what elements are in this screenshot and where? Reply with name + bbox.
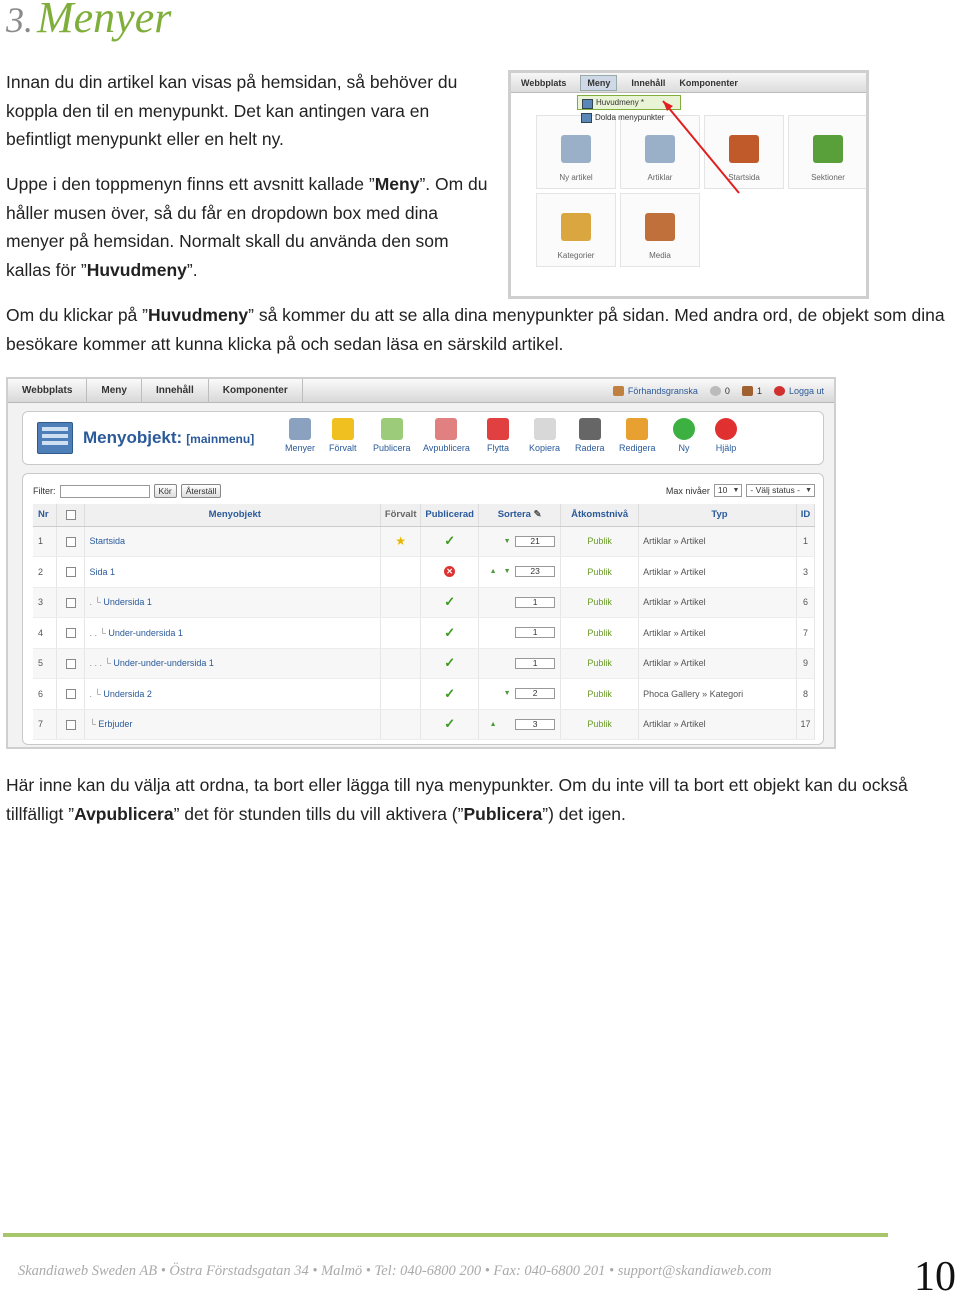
row-order-cell: [479, 679, 561, 710]
table-row[interactable]: [33, 557, 815, 588]
unpublished-x-icon[interactable]: ✕: [444, 566, 455, 577]
row-default-cell[interactable]: [381, 709, 421, 740]
row-default-cell[interactable]: [381, 618, 421, 649]
shot1-menu-meny[interactable]: Meny: [580, 75, 617, 91]
col-nr[interactable]: Nr: [33, 504, 57, 526]
row-name-link[interactable]: Undersida 2: [103, 688, 152, 699]
col-published[interactable]: Publicerad: [421, 504, 479, 526]
toolbar-button-3[interactable]: [423, 418, 470, 453]
row-published-cell[interactable]: [421, 648, 479, 679]
row-indent: . . . └: [89, 658, 111, 669]
toolbar-button-4[interactable]: [487, 418, 509, 453]
toolbar-button-label: Radera: [575, 443, 605, 453]
row-checkbox[interactable]: [66, 598, 76, 608]
row-published-cell[interactable]: [421, 587, 479, 618]
row-order-cell: [479, 648, 561, 679]
row-access-link[interactable]: Publik: [561, 709, 639, 740]
dropdown-item-huvudmeny[interactable]: Huvudmeny *: [577, 95, 681, 110]
order-input[interactable]: 21: [515, 536, 555, 547]
toolbar-button-8[interactable]: [673, 418, 695, 453]
shot2-toolbar: [22, 411, 824, 465]
row-name-link[interactable]: Erbjuder: [98, 719, 133, 730]
row-id: 8: [796, 679, 814, 710]
shot1-tile-icon: [813, 135, 843, 163]
row-id: 9: [796, 648, 814, 679]
shot2-menu-komponenter[interactable]: Komponenter: [209, 379, 303, 403]
row-id: 3: [796, 557, 814, 588]
row-checkbox[interactable]: [66, 628, 76, 638]
row-type: Phoca Gallery » Kategori: [639, 679, 797, 710]
shot1-tile-label: Media: [649, 251, 671, 260]
published-check-icon[interactable]: ✓: [444, 533, 456, 549]
toolbar-button-label: Hjälp: [715, 443, 737, 453]
row-name-link[interactable]: Undersida 1: [103, 597, 152, 608]
col-access[interactable]: Åtkomstnivå: [561, 504, 639, 526]
shot2-menu-webbplats[interactable]: Webbplats: [8, 379, 87, 403]
default-star-icon[interactable]: ★: [395, 534, 407, 549]
published-check-icon[interactable]: ✓: [444, 594, 456, 610]
unpublish-icon: [435, 418, 457, 440]
row-name-link[interactable]: Startsida: [89, 536, 125, 547]
filter-label: Filter:: [33, 486, 56, 496]
toolbar-button-2[interactable]: [373, 418, 411, 453]
shot2-menu-meny[interactable]: Meny: [87, 379, 142, 403]
row-number: 6: [33, 679, 57, 710]
row-type: Artiklar » Artikel: [639, 557, 797, 588]
table-header-row: [33, 504, 815, 526]
row-id: 6: [796, 587, 814, 618]
row-access-link[interactable]: Publik: [561, 679, 639, 710]
order-input[interactable]: 1: [515, 597, 555, 608]
row-name-cell: [85, 618, 381, 649]
row-published-cell[interactable]: [421, 709, 479, 740]
logout-link[interactable]: Logga ut: [774, 386, 824, 397]
shot2-menubar: [8, 379, 834, 403]
menu-items-list: [22, 473, 824, 745]
filter-right: [666, 484, 815, 497]
order-down-icon[interactable]: ▼: [503, 537, 511, 545]
preview-link[interactable]: Förhandsgranska: [613, 386, 698, 397]
published-check-icon[interactable]: ✓: [444, 716, 456, 732]
shot1-tile-4[interactable]: [536, 193, 616, 267]
row-id: 1: [796, 526, 814, 557]
users-count[interactable]: 1: [742, 386, 762, 397]
col-order[interactable]: Sortera ✎: [479, 504, 561, 526]
save-order-icon[interactable]: ✎: [533, 509, 542, 521]
row-name-cell: [85, 648, 381, 679]
menu-items-table: [33, 504, 815, 740]
row-checkbox[interactable]: [66, 689, 76, 699]
toolbar-button-label: Avpublicera: [423, 443, 470, 453]
row-indent: └: [89, 719, 96, 730]
row-order-cell: [479, 526, 561, 557]
col-default: Förvalt: [381, 504, 421, 526]
toolbar-button-0[interactable]: [285, 418, 315, 453]
row-checkbox-cell[interactable]: [57, 526, 85, 557]
shot1-menubar: [511, 73, 866, 93]
row-number: 7: [33, 709, 57, 740]
toolbar-button-1[interactable]: [329, 418, 357, 453]
star-icon: [332, 418, 354, 440]
row-name-link[interactable]: Under-under-undersida 1: [113, 658, 214, 669]
footer-rule: [3, 1233, 888, 1237]
status-select[interactable]: - Välj status - ▼: [746, 484, 815, 497]
row-published-cell[interactable]: [421, 618, 479, 649]
row-number: 5: [33, 648, 57, 679]
table-row[interactable]: [33, 648, 815, 679]
row-checkbox[interactable]: [66, 567, 76, 577]
row-number: 2: [33, 557, 57, 588]
menu-dropdown-screenshot: [508, 70, 869, 299]
heading-title: Menyer: [37, 0, 172, 42]
shot1-tile-icon: [561, 135, 591, 163]
manage-paragraph: Här inne kan du välja att ordna, ta bort eller lägga till nya menypunkter. Om du inte vill ta bort ett objekt kan du också tillfälligt ”Avpublicera” det för stunden tills du vill aktivera (”Publicera”) det igen.: [6, 775, 908, 824]
toolbar-button-label: Ny: [678, 443, 690, 453]
preview-icon: [613, 386, 624, 396]
col-type[interactable]: Typ: [639, 504, 797, 526]
footer-text: Skandiaweb Sweden AB • Östra Förstadsgatan 34 • Malmö • Tel: 040-6800 200 • Fax: 040-6800 201 • support@skandiaweb.com: [18, 1263, 772, 1279]
row-access-link[interactable]: Publik: [561, 618, 639, 649]
order-input[interactable]: 1: [515, 627, 555, 638]
shot1-tile-0[interactable]: [536, 115, 616, 189]
published-check-icon[interactable]: ✓: [444, 685, 456, 701]
row-number: 4: [33, 618, 57, 649]
toolbar-button-label: Förvalt: [329, 443, 357, 453]
toolbar-button-label: Redigera: [619, 443, 656, 453]
row-checkbox[interactable]: [66, 720, 76, 730]
row-type: Artiklar » Artikel: [639, 587, 797, 618]
dropdown-item-dolda-menypunkter[interactable]: Dolda menypunkter: [577, 110, 681, 125]
toolbar-button-label: Publicera: [373, 443, 411, 453]
order-input[interactable]: 3: [515, 719, 555, 730]
max-levels-label: Max nivåer: [665, 485, 710, 496]
row-access-link[interactable]: Publik: [561, 557, 639, 588]
table-row[interactable]: [33, 526, 815, 557]
shot1-tile-icon: [561, 213, 591, 241]
col-checkbox[interactable]: [57, 504, 85, 526]
move-icon: [487, 418, 509, 440]
table-row[interactable]: [33, 679, 815, 710]
shot2-topbar-right: [613, 379, 824, 403]
page-number: 10: [914, 1254, 956, 1296]
toolbar-button-9[interactable]: [715, 418, 737, 453]
row-name-cell: [85, 587, 381, 618]
menus-icon: [289, 418, 311, 440]
shot1-tile-icon: [645, 213, 675, 241]
row-default-cell[interactable]: [381, 557, 421, 588]
col-id[interactable]: ID: [796, 504, 814, 526]
intro-paragraph: Innan du din artikel kan visas på hemsidan, så behöver du koppla den til en menypunkt. Det kan antingen vara en befintligt menypunkt eller en helt ny.: [6, 72, 458, 149]
row-checkbox[interactable]: [66, 537, 76, 547]
col-name[interactable]: Menyobjekt: [85, 504, 381, 526]
row-type: Artiklar » Artikel: [639, 526, 797, 557]
messages-icon: [710, 386, 721, 396]
order-up-icon[interactable]: ▲: [489, 568, 497, 576]
new-icon: [673, 418, 695, 440]
row-checkbox-cell[interactable]: [57, 679, 85, 710]
row-published-cell[interactable]: [421, 557, 479, 588]
toolbar-button-label: Kopiera: [529, 443, 561, 453]
row-type: Artiklar » Artikel: [639, 709, 797, 740]
row-order-cell: [479, 709, 561, 740]
row-checkbox-cell[interactable]: [57, 557, 85, 588]
row-indent: . . └: [89, 627, 106, 638]
row-checkbox-cell[interactable]: [57, 587, 85, 618]
select-all-checkbox[interactable]: [66, 510, 76, 520]
logout-icon: [774, 386, 785, 396]
huvudmeny-paragraph: Om du klickar på ”Huvudmeny” så kommer du att se alla dina menypunkter på sidan. Med andra ord, de objekt som dina besökare kommer att kunna klicka på och sedan läsa en särskild artikel.: [6, 305, 945, 354]
row-order-cell: [479, 618, 561, 649]
row-checkbox-cell[interactable]: [57, 648, 85, 679]
row-type: Artiklar » Artikel: [639, 648, 797, 679]
row-id: 7: [796, 618, 814, 649]
shot1-tile-label: Sektioner: [811, 173, 845, 182]
toolbar-button-label: Menyer: [285, 443, 316, 453]
published-check-icon[interactable]: ✓: [444, 624, 456, 640]
row-name-link[interactable]: Under-undersida 1: [108, 627, 183, 638]
shot1-tile-5[interactable]: [620, 193, 700, 267]
order-up-icon[interactable]: ▲: [489, 720, 497, 728]
toolbar-button-label: Flytta: [487, 443, 510, 453]
toolbar-button-6[interactable]: [575, 418, 605, 453]
publish-icon: [381, 418, 403, 440]
row-name-link[interactable]: Sida 1: [89, 566, 115, 577]
row-checkbox-cell[interactable]: [57, 618, 85, 649]
row-name-cell: [85, 526, 381, 557]
row-name-cell: [85, 709, 381, 740]
messages-count[interactable]: 0: [710, 386, 730, 397]
row-default-cell[interactable]: [381, 648, 421, 679]
row-published-cell[interactable]: [421, 526, 479, 557]
row-published-cell[interactable]: [421, 679, 479, 710]
order-down-icon[interactable]: ▼: [503, 568, 511, 576]
filter-go-button[interactable]: Kör: [154, 484, 177, 498]
row-default-cell[interactable]: [381, 587, 421, 618]
table-row[interactable]: [33, 587, 815, 618]
edit-icon: [626, 418, 648, 440]
menu-items-screenshot: [6, 377, 836, 749]
published-check-icon[interactable]: ✓: [444, 655, 456, 671]
shot1-menu-innehall[interactable]: Innehåll: [631, 77, 666, 88]
row-access-link[interactable]: Publik: [561, 587, 639, 618]
row-indent: . └: [89, 597, 101, 608]
filter-bar: [33, 484, 221, 498]
row-checkbox-cell[interactable]: [57, 709, 85, 740]
page-heading: [6, 0, 171, 43]
row-checkbox[interactable]: [66, 659, 76, 669]
shot2-menu-innehall[interactable]: Innehåll: [142, 379, 209, 403]
order-input[interactable]: 23: [515, 566, 555, 577]
table-row[interactable]: [33, 709, 815, 740]
row-access-link[interactable]: Publik: [561, 526, 639, 557]
toolbar-button-5[interactable]: [529, 418, 560, 453]
menu-paragraph: Uppe i den toppmenyn finns ett avsnitt kallade ”Meny”. Om du håller musen över, så du får en dropdown box med dina menyer på hemsidan. Normalt skall du använda den som kallas för ”Huvudmeny”.: [6, 174, 488, 280]
copy-icon: [534, 418, 556, 440]
toolbar-button-7[interactable]: [619, 418, 656, 453]
row-id: 17: [796, 709, 814, 740]
row-number: 1: [33, 526, 57, 557]
shot1-tile-label: Kategorier: [557, 251, 595, 260]
shot2-page-title: Menyobjekt: [mainmenu]: [83, 428, 255, 447]
row-name-cell: [85, 557, 381, 588]
row-access-link[interactable]: Publik: [561, 648, 639, 679]
users-icon: [742, 386, 753, 396]
heading-number: 3.: [6, 0, 33, 40]
filter-reset-button[interactable]: Återställ: [181, 484, 222, 498]
row-default-cell[interactable]: [381, 679, 421, 710]
shot1-tile-label: Startsida: [728, 173, 760, 182]
filter-input[interactable]: [60, 485, 150, 498]
order-down-icon[interactable]: ▼: [503, 690, 511, 698]
row-type: Artiklar » Artikel: [639, 618, 797, 649]
menu-manager-icon: [37, 422, 73, 454]
max-levels-select[interactable]: 10 ▼: [714, 484, 742, 497]
row-number: 3: [33, 587, 57, 618]
table-row[interactable]: [33, 618, 815, 649]
shot1-tile-3[interactable]: [788, 115, 868, 189]
row-order-cell: [479, 557, 561, 588]
row-name-cell: [85, 679, 381, 710]
help-icon: [715, 418, 737, 440]
shot1-tile-label: Ny artikel: [559, 173, 593, 182]
red-arrow-pointer: [661, 97, 761, 197]
shot1-menu-komponenter[interactable]: Komponenter: [679, 77, 738, 88]
row-indent: . └: [89, 688, 101, 699]
row-order-cell: [479, 587, 561, 618]
shot1-menu-webbplats[interactable]: Webbplats: [521, 77, 567, 88]
trash-icon: [579, 418, 601, 440]
row-default-cell[interactable]: [381, 526, 421, 557]
shot1-tile-label: Artiklar: [647, 173, 673, 182]
order-input[interactable]: 1: [515, 658, 555, 669]
order-input[interactable]: 2: [515, 688, 555, 699]
